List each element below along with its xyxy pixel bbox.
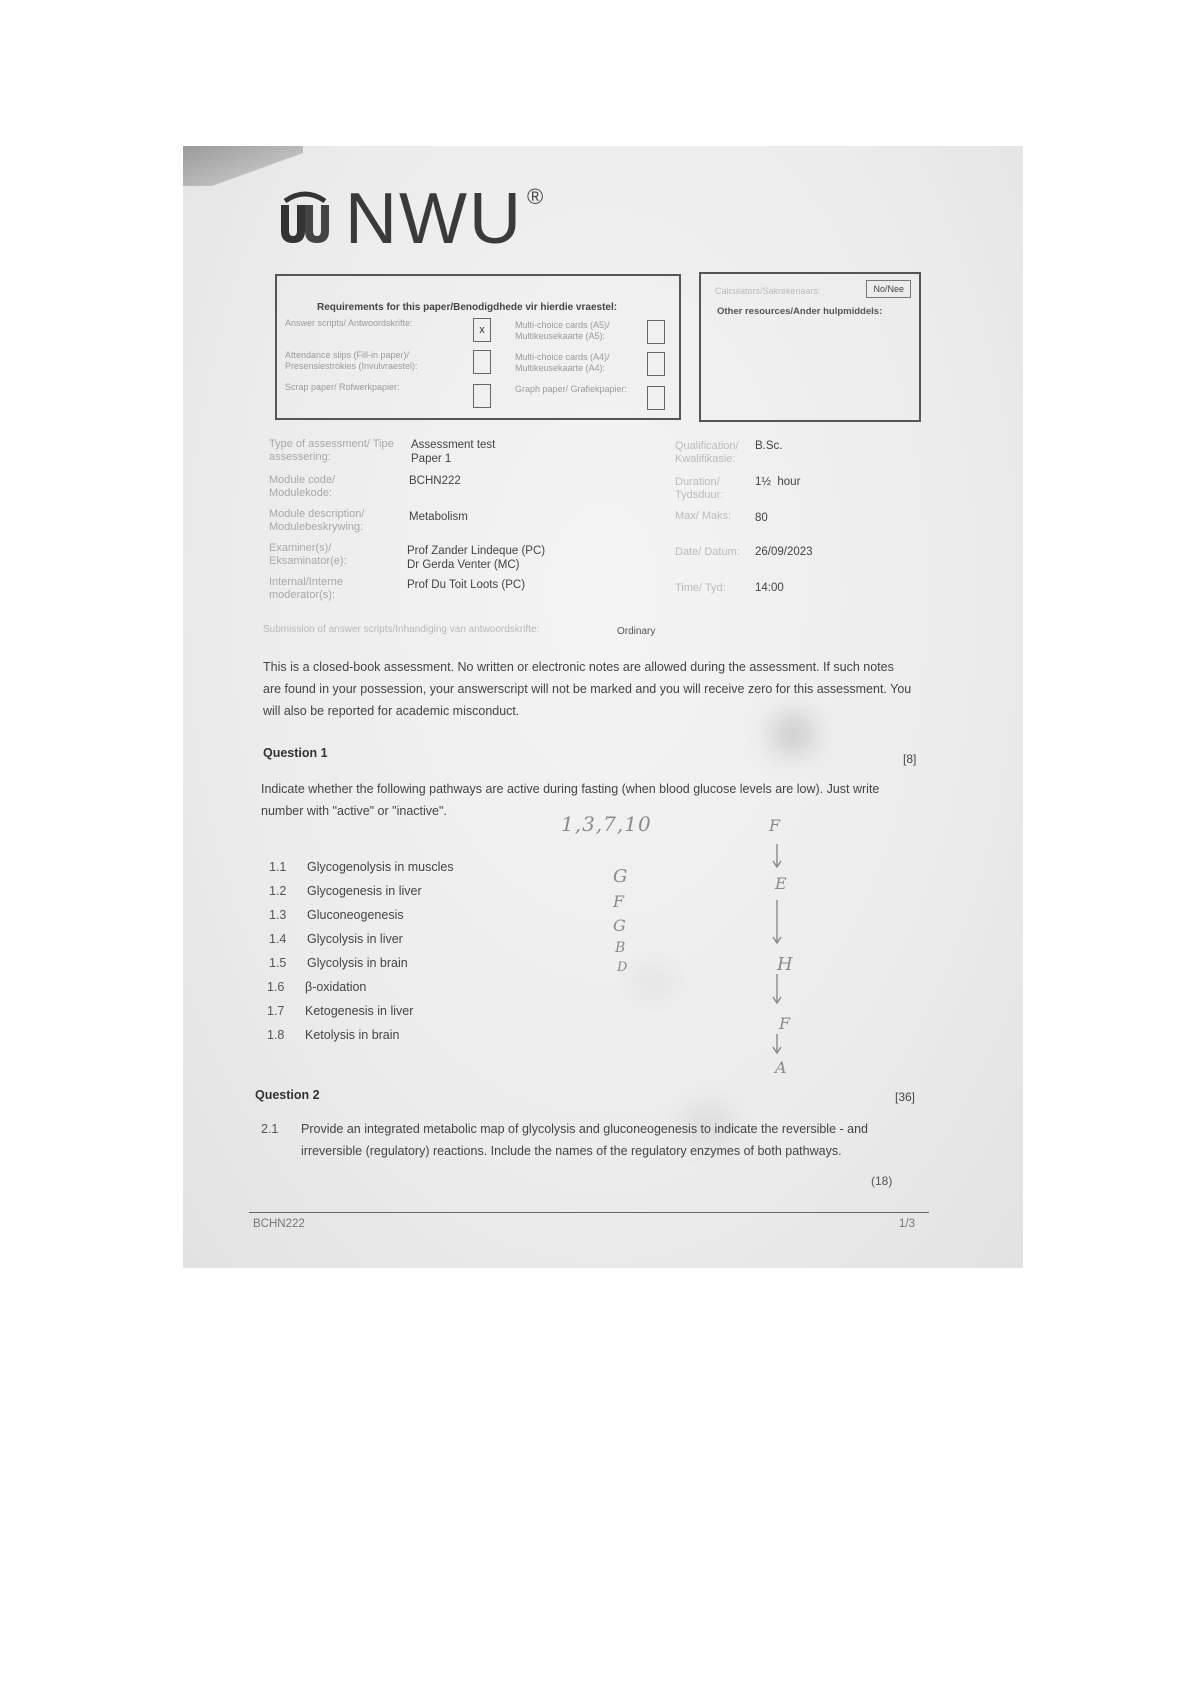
info-label-qualification: Qualification/ Kwalifikasie: [675, 440, 739, 465]
handwritten-letter: G [613, 916, 626, 935]
info-value-moderator: Prof Du Toit Loots (PC) [407, 579, 526, 591]
q1-item-num: 1.7 [267, 1004, 285, 1018]
q2-1-number: 2.1 [261, 1122, 279, 1136]
info-label-time: Time/ Tyd: [675, 582, 726, 594]
q1-item-num: 1.5 [269, 956, 287, 970]
handwritten-letter: F [779, 1014, 791, 1033]
requirements-title: Requirements for this paper/Benodigdhede vir hierdie vraestel: [317, 302, 618, 313]
q1-item-text: β-oxidation [305, 980, 367, 994]
handwritten-arrows [763, 822, 823, 1082]
req-scrap-paper-check [473, 384, 491, 408]
q1-heading: Question 1 [263, 746, 328, 760]
handwritten-letter: E [775, 874, 787, 893]
info-value-examiners: Prof Zander Lindeque (PC) Dr Gerda Venter (MC) [407, 545, 546, 571]
q2-heading: Question 2 [255, 1088, 320, 1102]
req-mc-a4-check [647, 352, 665, 376]
handwritten-letter: D [617, 960, 628, 975]
info-label-date: Date/ Datum: [675, 546, 740, 558]
q1-item-text: Glycolysis in brain [307, 956, 408, 970]
q1-item-num: 1.2 [269, 884, 287, 898]
handwritten-letter: A [775, 1058, 787, 1077]
smudge [633, 966, 673, 996]
registered-mark: ® [526, 184, 544, 209]
q1-item-text: Ketolysis in brain [305, 1028, 400, 1042]
info-label-max: Max/ Maks: [675, 510, 732, 522]
q1-item-num: 1.4 [269, 932, 287, 946]
info-label-duration: Duration/ Tydsduur: [675, 476, 724, 501]
info-label-module-description: Module description/ Modulebeskrywing: [269, 508, 365, 533]
q1-marks: [8] [903, 752, 917, 766]
req-attendance-slips-check [473, 350, 491, 374]
submission-value: Ordinary [617, 626, 656, 637]
resources-box [699, 272, 921, 422]
q1-item-num: 1.6 [267, 980, 285, 994]
info-value-time: 14:00 [755, 582, 784, 594]
req-scrap-paper: Scrap paper/ Rofwerkpapier: [285, 382, 400, 392]
submission-label: Submission of answer scripts/Inhandiging van antwoordskrifte: [263, 624, 540, 635]
calculators-value: No/Nee [866, 280, 911, 298]
calculators-label: Calculators/Sakrekenaars: [715, 286, 821, 296]
handwritten-letter: F [613, 892, 625, 911]
document-photo [183, 146, 1023, 1268]
footer-divider [249, 1212, 929, 1213]
q1-text: Indicate whether the following pathways are active during fasting (when blood glucose levels are low). Just write number with "active" or "inactive". [261, 782, 880, 818]
req-mc-a5: Multi-choice cards (A5)/ Multikeusekaarte (A5): [515, 320, 610, 341]
req-graph-paper: Graph paper/ Grafiekpapier: [515, 384, 628, 394]
info-label-type: Type of assessment/ Tipe assessering: [269, 438, 394, 463]
nwu-logo [275, 179, 544, 259]
logo-mark-icon [275, 191, 335, 247]
info-value-duration: 1½ hour [755, 476, 801, 488]
q1-item-num: 1.1 [269, 860, 287, 874]
handwritten-letter: H [777, 954, 793, 975]
q2-1-marks: (18) [871, 1174, 893, 1188]
q2-marks: [36] [895, 1090, 916, 1104]
q1-item-text: Gluconeogenesis [307, 908, 404, 922]
req-mc-a5-check [647, 320, 665, 344]
info-label-module-code: Module code/ Modulekode: [269, 474, 336, 499]
q1-item-text: Glycogenolysis in muscles [307, 860, 454, 874]
req-graph-paper-check [647, 386, 665, 410]
info-label-moderator: Internal/Interne moderator(s): [269, 576, 343, 601]
handwritten-letter: G [613, 866, 628, 887]
req-answer-scripts: Answer scripts/ Antwoordskrifte: [285, 318, 413, 328]
req-mc-a4: Multi-choice cards (A4)/ Multikeusekaarte (A4): [515, 352, 610, 373]
q1-item-text: Ketogenesis in liver [305, 1004, 414, 1018]
info-value-module-description: Metabolism [409, 511, 468, 523]
info-value-qualification: B.Sc. [755, 440, 783, 452]
intro-paragraph: This is a closed-book assessment. No written or electronic notes are allowed during the assessment. If such notes are found in your possession, your answerscript will not be marked and you will receive zero for this assessment. You will also be reported for academic misconduct. [263, 660, 912, 718]
table-edge [183, 146, 303, 186]
info-value-type: Assessment test Paper 1 [411, 439, 496, 465]
handwritten-letter: B [615, 940, 626, 956]
handwritten-letter: F [769, 816, 781, 835]
info-value-module-code: BCHN222 [409, 475, 461, 487]
info-label-examiners: Examiner(s)/ Eksaminator(e): [269, 542, 347, 567]
q1-item-num: 1.8 [267, 1028, 285, 1042]
requirements-box [275, 274, 681, 420]
footer-page-number: 1/3 [899, 1218, 915, 1230]
req-answer-scripts-check: x [473, 318, 491, 342]
logo-text: NWU [345, 179, 523, 259]
handwritten-note: 1,3,7,10 [561, 812, 652, 836]
other-resources-label: Other resources/Ander hulpmiddels: [717, 306, 883, 317]
footer-module-code: BCHN222 [253, 1218, 305, 1230]
info-value-date: 26/09/2023 [755, 546, 813, 558]
q2-1-text: Provide an integrated metabolic map of glycolysis and gluconeogenesis to indicate the reversible - and irreversible (regulatory) reactions. Include the names of the regulatory enzymes of both pathways. [301, 1122, 868, 1158]
req-attendance-slips: Attendance slips (Fill-in paper)/ Presensiestrokies (Invulvraestel): [285, 350, 418, 371]
q1-item-text: Glycolysis in liver [307, 932, 403, 946]
info-value-max: 80 [755, 512, 768, 524]
q1-item-num: 1.3 [269, 908, 287, 922]
q1-item-text: Glycogenesis in liver [307, 884, 422, 898]
